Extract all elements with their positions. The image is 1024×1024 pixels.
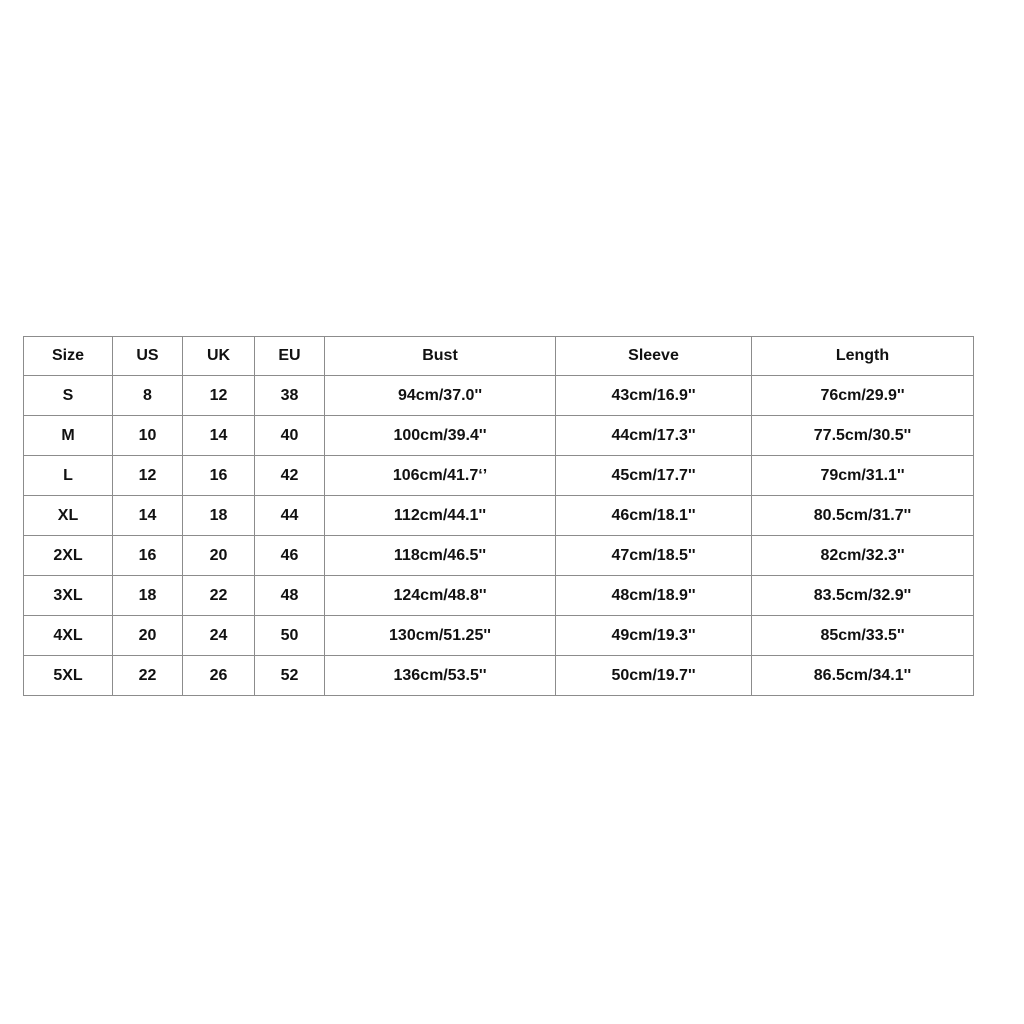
header-bust: Bust — [325, 337, 556, 376]
cell-us: 16 — [113, 536, 183, 576]
cell-length: 77.5cm/30.5'' — [752, 416, 974, 456]
cell-length: 82cm/32.3'' — [752, 536, 974, 576]
cell-eu: 38 — [255, 376, 325, 416]
cell-eu: 50 — [255, 616, 325, 656]
table-row — [24, 456, 974, 496]
cell-eu: 40 — [255, 416, 325, 456]
cell-eu: 48 — [255, 576, 325, 616]
header-us: US — [113, 337, 183, 376]
cell-uk: 12 — [183, 376, 255, 416]
cell-length: 79cm/31.1'' — [752, 456, 974, 496]
cell-bust: 136cm/53.5'' — [325, 656, 556, 696]
cell-us: 14 — [113, 496, 183, 536]
cell-us: 22 — [113, 656, 183, 696]
size-chart-table — [23, 336, 974, 696]
cell-uk: 14 — [183, 416, 255, 456]
cell-sleeve: 50cm/19.7'' — [556, 656, 752, 696]
header-size: Size — [24, 337, 113, 376]
cell-length: 85cm/33.5'' — [752, 616, 974, 656]
cell-sleeve: 45cm/17.7'' — [556, 456, 752, 496]
cell-length: 76cm/29.9'' — [752, 376, 974, 416]
cell-bust: 106cm/41.7‘’ — [325, 456, 556, 496]
cell-uk: 22 — [183, 576, 255, 616]
cell-size: M — [24, 416, 113, 456]
cell-bust: 124cm/48.8'' — [325, 576, 556, 616]
cell-length: 80.5cm/31.7'' — [752, 496, 974, 536]
cell-size: 5XL — [24, 656, 113, 696]
cell-size: 4XL — [24, 616, 113, 656]
cell-bust: 118cm/46.5'' — [325, 536, 556, 576]
cell-uk: 16 — [183, 456, 255, 496]
cell-bust: 112cm/44.1'' — [325, 496, 556, 536]
cell-size: S — [24, 376, 113, 416]
cell-uk: 26 — [183, 656, 255, 696]
cell-bust: 130cm/51.25'' — [325, 616, 556, 656]
cell-us: 10 — [113, 416, 183, 456]
cell-sleeve: 43cm/16.9'' — [556, 376, 752, 416]
cell-eu: 42 — [255, 456, 325, 496]
table-row — [24, 576, 974, 616]
table-row — [24, 536, 974, 576]
header-uk: UK — [183, 337, 255, 376]
cell-us: 20 — [113, 616, 183, 656]
header-eu: EU — [255, 337, 325, 376]
cell-eu: 46 — [255, 536, 325, 576]
cell-us: 12 — [113, 456, 183, 496]
cell-size: L — [24, 456, 113, 496]
cell-uk: 24 — [183, 616, 255, 656]
cell-sleeve: 44cm/17.3'' — [556, 416, 752, 456]
header-row — [24, 337, 974, 376]
cell-size: 3XL — [24, 576, 113, 616]
cell-size: XL — [24, 496, 113, 536]
cell-sleeve: 47cm/18.5'' — [556, 536, 752, 576]
cell-us: 8 — [113, 376, 183, 416]
header-sleeve: Sleeve — [556, 337, 752, 376]
cell-bust: 100cm/39.4'' — [325, 416, 556, 456]
cell-sleeve: 49cm/19.3'' — [556, 616, 752, 656]
cell-sleeve: 48cm/18.9'' — [556, 576, 752, 616]
cell-uk: 18 — [183, 496, 255, 536]
table-row — [24, 496, 974, 536]
cell-length: 86.5cm/34.1'' — [752, 656, 974, 696]
cell-size: 2XL — [24, 536, 113, 576]
cell-uk: 20 — [183, 536, 255, 576]
cell-us: 18 — [113, 576, 183, 616]
cell-eu: 52 — [255, 656, 325, 696]
cell-eu: 44 — [255, 496, 325, 536]
cell-sleeve: 46cm/18.1'' — [556, 496, 752, 536]
cell-length: 83.5cm/32.9'' — [752, 576, 974, 616]
header-length: Length — [752, 337, 974, 376]
table-row — [24, 416, 974, 456]
table-row — [24, 616, 974, 656]
cell-bust: 94cm/37.0'' — [325, 376, 556, 416]
table-row — [24, 656, 974, 696]
table-row — [24, 376, 974, 416]
